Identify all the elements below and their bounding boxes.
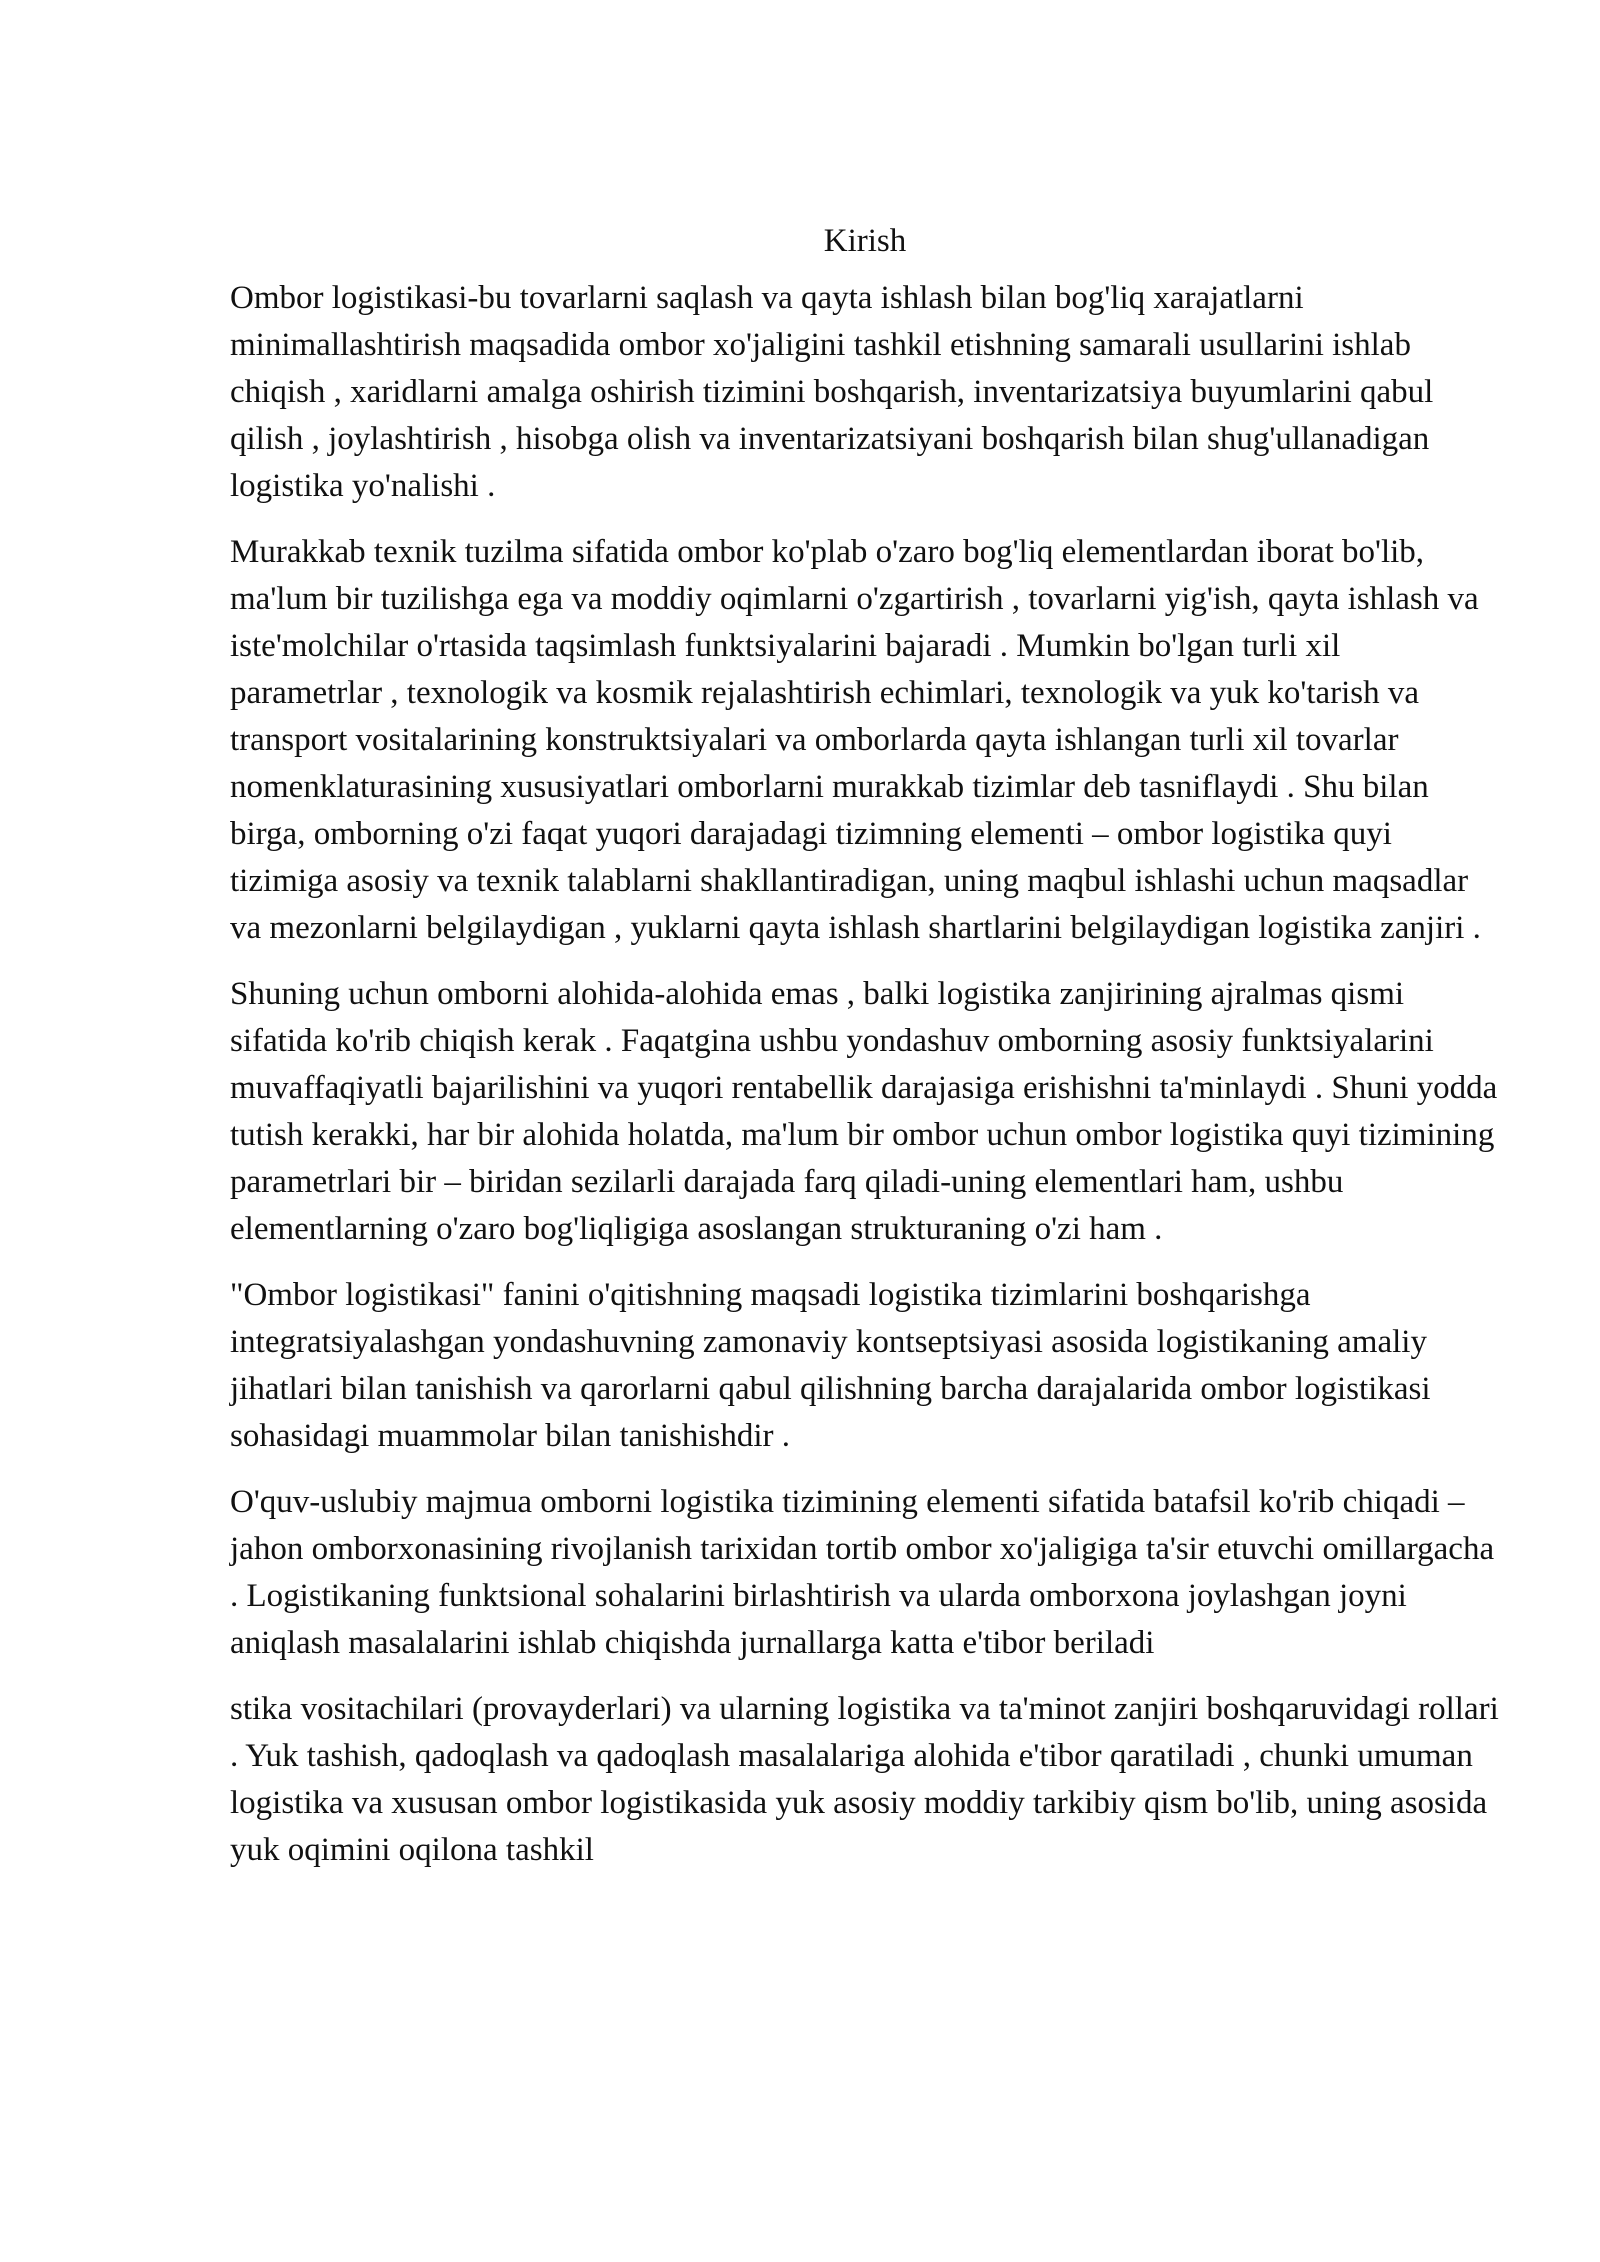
paragraph-2: Murakkab texnik tuzilma sifatida ombor ko'plab o'zaro bog'liq elementlardan iborat bo'lib, ma'lum bir tuzilishga ega va moddiy oqimlarni o'zgartirish , tovarlarni yig'ish, qayta ishlash va iste'molchilar o'rtasida taqsimlash funktsiyalarini bajaradi . Mumkin bo'lgan turli xil parametrlar , texnologik va kosmik rejalashtirish echimlari, texnologik va yuk ko'tarish va transport vositalarining konstruktsiyalari va omborlarda qayta ishlangan turli xil tovarlar nomenklaturasining xususiyatlari omborlarni murakkab tizimlar deb tasniflaydi . Shu bilan birga, omborning o'zi faqat yuqori darajadagi tizimning elementi – ombor logistika quyi tizimiga asosiy va texnik talablarni shakllantiradigan, uning maqbul ishlashi uchun maqsadlar va mezonlarni belgilaydigan , yuklarni qayta ishlash shartlarini belgilaydigan logistika zanjiri .	[230, 534, 1481, 946]
paragraph-4: "Ombor logistikasi" fanini o'qitishning maqsadi logistika tizimlarini boshqarishga integratsiyalashgan yondashuvning zamonaviy kontseptsiyasi asosida logistikaning amaliy jihatlari bilan tanishish va qarorlarni qabul qilishning barcha darajalarida ombor logistikasi sohasidagi muammolar bilan tanishishdir .	[230, 1277, 1431, 1454]
paragraph-6: stika vositachilari (provayderlari) va ularning logistika va ta'minot zanjiri boshqaruvidagi rollari . Yuk tashish, qadoqlash va qadoqlash masalalariga alohida e'tibor qaratiladi , chunki umuman logistika va xususan ombor logistikasida yuk asosiy moddiy tarkibiy qism bo'lib, uning asosida yuk oqimini oqilona tashkil	[230, 1691, 1499, 1868]
document-title: Kirish	[823, 223, 907, 259]
document-body	[230, 218, 1500, 1893]
paragraph-1: Ombor logistikasi-bu tovarlarni saqlash va qayta ishlash bilan bog'liq xarajatlarni minimallashtirish maqsadida ombor xo'jaligini tashkil etishning samarali usullarini ishlab chiqish , xaridlarni amalga oshirish tizimini boshqarish, inventarizatsiya buyumlarini qabul qilish , joylashtirish , hisobga olish va inventarizatsiyani boshqarish bilan shug'ullanadigan logistika yo'nalishi .	[230, 280, 1434, 504]
paragraph-5: O'quv-uslubiy majmua omborni logistika tizimining elementi sifatida batafsil ko'rib chiqadi – jahon omborxonasining rivojlanish tarixidan tortib ombor xo'jaligiga ta'sir etuvchi omillargacha . Logistikaning funktsional sohalarini birlashtirish va ularda omborxona joylashgan joyni aniqlash masalalarini ishlab chiqishda jurnallarga katta e'tibor beriladi	[230, 1484, 1495, 1661]
paragraph-3: Shuning uchun omborni alohida-alohida emas , balki logistika zanjirining ajralmas qismi sifatida ko'rib chiqish kerak . Faqatgina ushbu yondashuv omborning asosiy funktsiyalarini muvaffaqiyatli bajarilishini va yuqori rentabellik darajasiga erishishni ta'minlaydi . Shuni yodda tutish kerakki, har bir alohida holatda, ma'lum bir ombor uchun ombor logistika quyi tizimining parametrlari bir – biridan sezilarli darajada farq qiladi-uning elementlari ham, ushbu elementlarning o'zaro bog'liqligiga asoslangan strukturaning o'zi ham .	[230, 976, 1498, 1247]
